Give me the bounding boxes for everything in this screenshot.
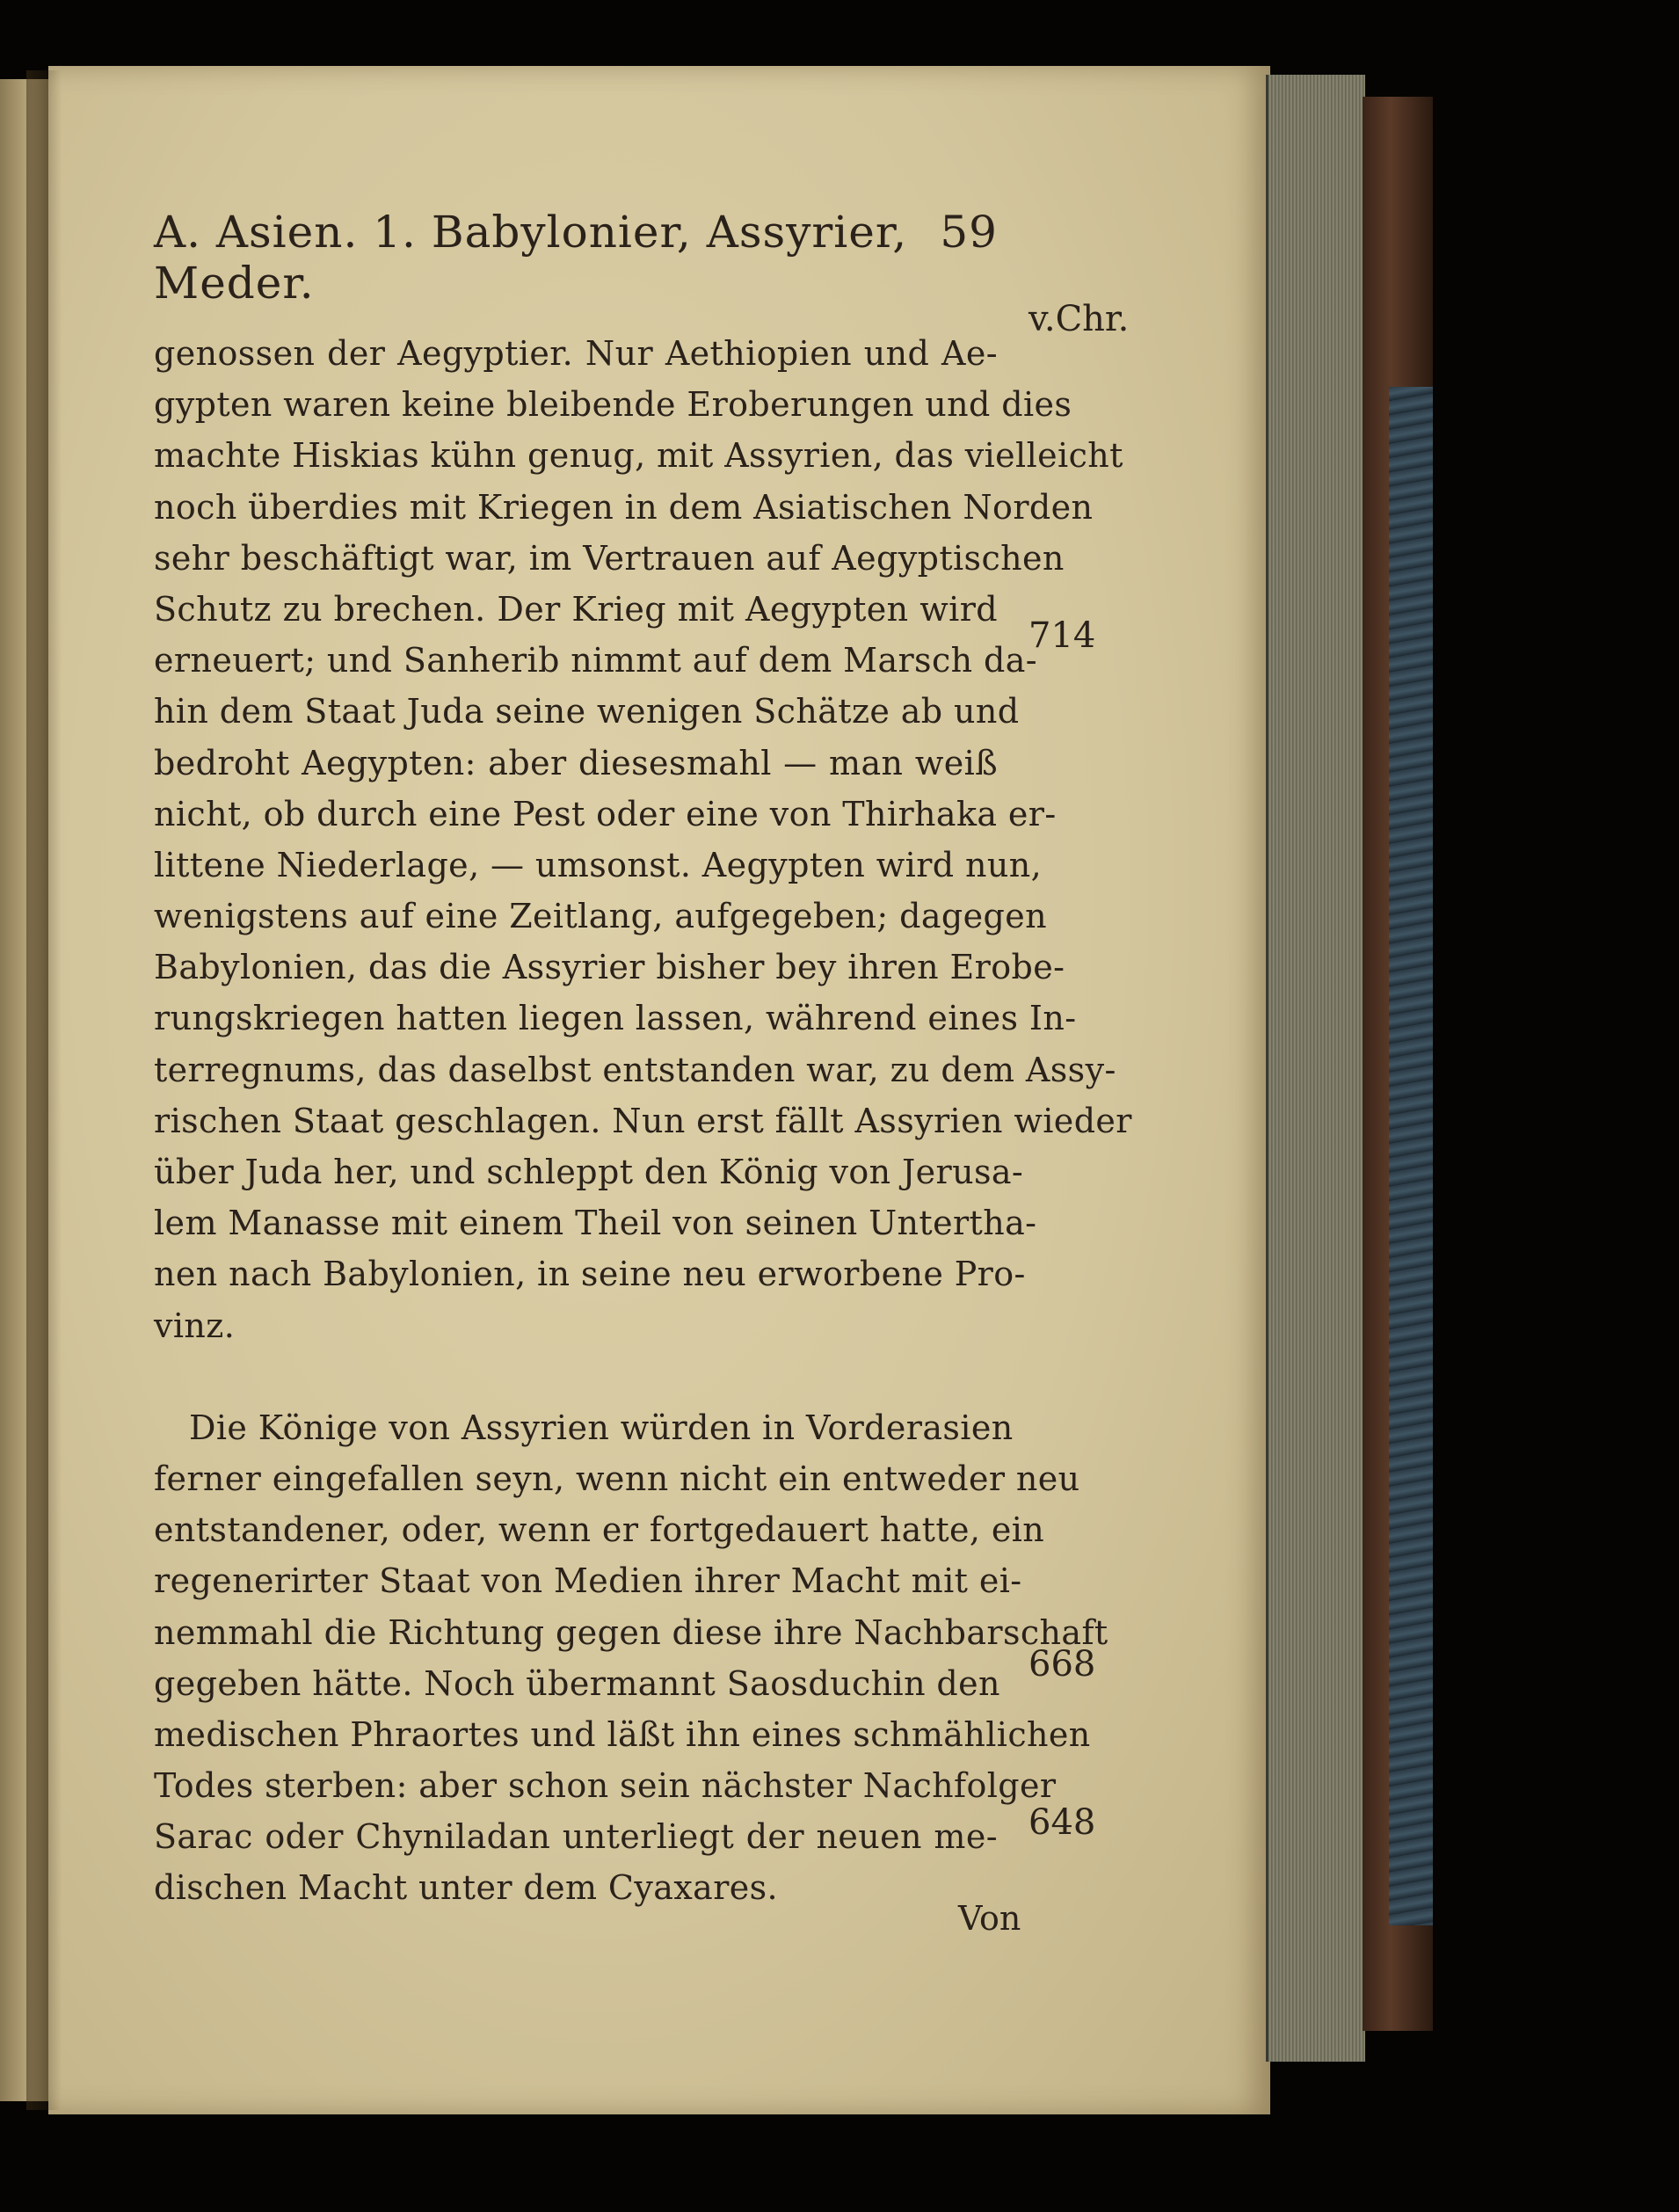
text-line: Babylonien, das die Assyrier bisher bey ihren Erobe- (154, 948, 1065, 987)
paragraph-1 (154, 328, 1132, 1351)
text-line: erneuert; und Sanherib nimmt auf dem Marsch da- (154, 641, 1038, 680)
text-line: rungskriegen hatten liegen lassen, während eines In- (154, 999, 1077, 1038)
text-line: machte Hiskias kühn genug, mit Assyrien, das vielleicht (154, 436, 1123, 476)
text-line: gypten waren keine bleibende Eroberungen und dies (154, 385, 1072, 425)
text-line: gegeben hätte. Noch übermannt Saosduchin den (154, 1663, 1000, 1703)
margin-note-year: 648 (1028, 1802, 1096, 1843)
text-line: hin dem Staat Juda seine wenigen Schätze ab und (154, 692, 1020, 731)
gutter-shadow (26, 70, 62, 2110)
text-line: Sarac oder Chyniladan unterliegt der neuen me- (154, 1817, 998, 1857)
paragraph-gap (154, 1351, 1086, 1402)
text-block (154, 207, 1132, 1914)
text-line: ferner eingefallen seyn, wenn nicht ein entweder neu (154, 1459, 1080, 1498)
text-line: sehr beschäftigt war, im Vertrauen auf Aegyptischen (154, 538, 1065, 578)
text-line: entstandener, oder, wenn er fortgedauert hatte, ein (154, 1510, 1045, 1550)
text-line: nen nach Babylonien, in seine neu erworbene Pro- (154, 1255, 1026, 1294)
page-stack-edge (1266, 75, 1365, 2062)
text-line: über Juda her, und schleppt den König von Jerusa- (154, 1153, 1024, 1191)
text-line: dischen Macht unter dem Cyaxares. (154, 1868, 779, 1908)
catchword: Von (958, 1899, 1021, 1938)
text-line: bedroht Aegypten: aber diesesmahl — man weiß (154, 743, 998, 782)
text-line: nicht, ob durch eine Pest oder eine von Thirhaka er- (154, 794, 1057, 833)
page-number: 59 (940, 207, 998, 258)
text-line: medischen Phraortes und läßt ihn eines schmählichen (154, 1714, 1091, 1754)
text-line: Schutz zu brechen. Der Krieg mit Aegypten wird (154, 589, 998, 629)
text-line: wenigstens auf eine Zeitlang, aufgegeben; dagegen (154, 897, 1047, 936)
text-line: vinz. (154, 1306, 236, 1345)
margin-note-year: 714 (1028, 615, 1096, 656)
marbled-cover (1389, 387, 1433, 1925)
text-line: littene Niederlage, — umsonst. Aegypten wird nun, (154, 845, 1043, 884)
margin-note-year: 668 (1028, 1644, 1096, 1684)
text-line: lem Manasse mit einem Theil von seinen Untertha- (154, 1204, 1037, 1243)
text-line: Die Könige von Assyrien würden in Vorderasien (189, 1408, 1014, 1447)
text-line: genossen der Aegyptier. Nur Aethiopien und Ae- (154, 334, 998, 373)
text-line: regenerirter Staat von Medien ihrer Macht mit ei- (154, 1561, 1022, 1601)
paragraph-2 (154, 1402, 1108, 1914)
text-line: rischen Staat geschlagen. Nun erst fällt Assyrien wieder (154, 1101, 1132, 1140)
text-line: terregnums, das daselbst entstanden war, zu dem Assy- (154, 1050, 1116, 1089)
running-header (154, 207, 998, 309)
text-line: Todes sterben: aber schon sein nächster Nachfolger (154, 1766, 1057, 1806)
text-line: noch überdies mit Kriegen in dem Asiatischen Norden (154, 487, 1094, 527)
running-title: A. Asien. 1. Babylonier, Assyrier, Meder. (154, 207, 908, 309)
text-line: nemmahl die Richtung gegen diese ihre Nachbarschaft (154, 1612, 1108, 1652)
margin-note-era: v.Chr. (1028, 299, 1130, 339)
